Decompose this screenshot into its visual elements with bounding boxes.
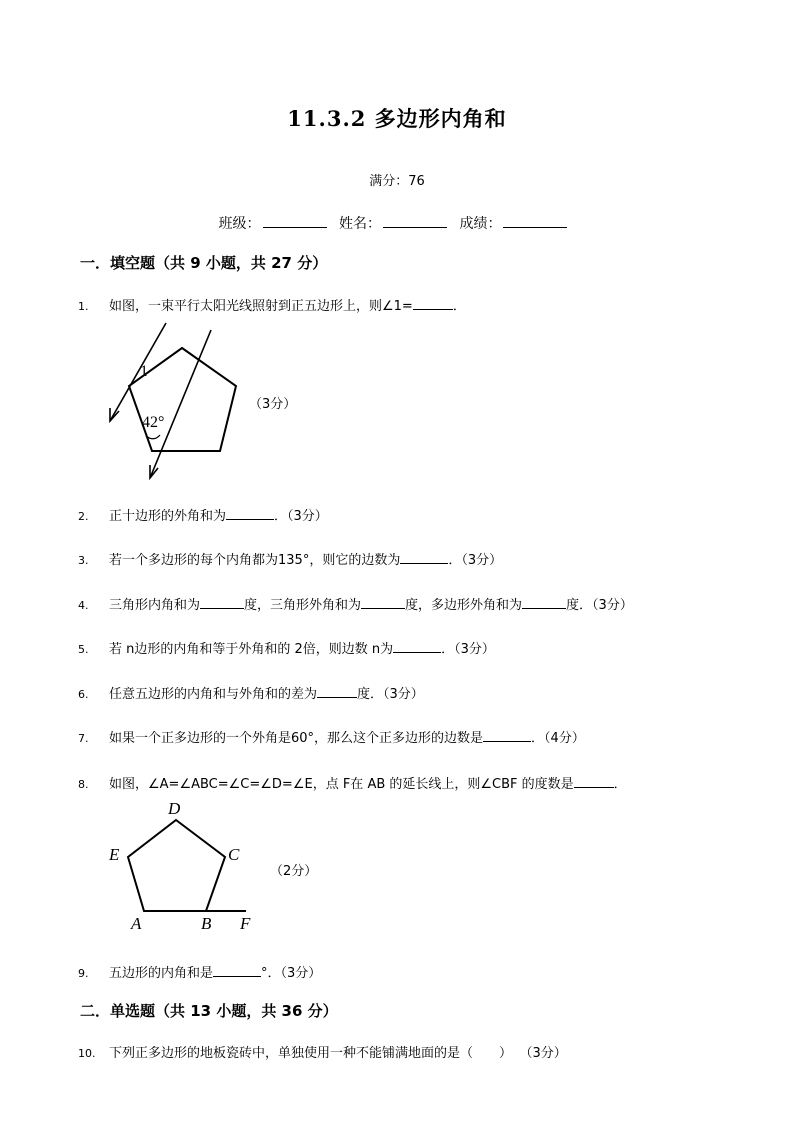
vertex-e-label: E bbox=[109, 845, 120, 864]
question-text-end: ．（3分） bbox=[274, 509, 328, 524]
pentagon-shape bbox=[128, 820, 225, 911]
question-text: 如图，一束平行太阳光线照射到正五边形上，则∠1= bbox=[109, 299, 413, 314]
question-text: 若 n边形的内角和等于外角和的 2倍，则边数 n为 bbox=[109, 642, 394, 657]
question-text: 任意五边形的内角和与外角和的差为 bbox=[109, 687, 318, 702]
question-number: 3. bbox=[78, 554, 89, 567]
full-score: 满分：76 bbox=[369, 174, 425, 189]
question-text: 正十边形的外角和为 bbox=[109, 509, 227, 524]
question-text: 度，多边形外角和为 bbox=[405, 598, 523, 613]
sun-ray-left bbox=[110, 323, 166, 421]
question-2 bbox=[78, 505, 328, 524]
answer-blank[interactable] bbox=[483, 730, 531, 742]
question-number: 9. bbox=[78, 967, 89, 980]
question-text-end: °．（3分） bbox=[261, 966, 322, 981]
vertex-d-label: D bbox=[168, 799, 181, 818]
question-number: 4. bbox=[78, 599, 89, 612]
pentagon-abcdef-figure bbox=[100, 797, 265, 937]
question-text: 若一个多边形的每个内角都为135°，则它的边数为 bbox=[109, 553, 401, 568]
grade-blank[interactable] bbox=[503, 215, 567, 228]
sunlight-pentagon-figure bbox=[100, 318, 245, 490]
question-text: 五边形的内角和是 bbox=[109, 966, 214, 981]
answer-blank-1[interactable] bbox=[200, 597, 244, 609]
question-8-points: （2分） bbox=[270, 864, 318, 879]
sun-ray-right bbox=[150, 330, 211, 478]
question-number: 10. bbox=[78, 1047, 96, 1060]
answer-blank[interactable] bbox=[400, 552, 448, 564]
question-6 bbox=[78, 683, 424, 702]
question-text-end: ．（4分） bbox=[531, 731, 585, 746]
question-text-end: ． bbox=[613, 777, 627, 792]
question-3 bbox=[78, 549, 502, 568]
question-text-end: ．（3分） bbox=[448, 553, 503, 568]
question-8 bbox=[78, 773, 627, 792]
question-text-end: 度．（3分） bbox=[357, 687, 424, 702]
question-text-end: ． bbox=[452, 299, 466, 314]
question-1-points: （3分） bbox=[249, 397, 297, 412]
question-9 bbox=[78, 962, 321, 981]
student-info-line bbox=[0, 213, 794, 233]
answer-blank[interactable] bbox=[317, 686, 357, 698]
question-number: 1. bbox=[78, 300, 89, 313]
class-blank[interactable] bbox=[263, 215, 327, 228]
question-text-end: 度．（3分） bbox=[566, 598, 633, 613]
answer-blank[interactable] bbox=[226, 508, 274, 520]
angle-42-label: 42° bbox=[142, 414, 165, 431]
question-4 bbox=[78, 594, 633, 613]
question-text: 下列正多边形的地板瓷砖中，单独使用一种不能铺满地面的是（ ） bbox=[109, 1046, 513, 1061]
class-label: 班级： bbox=[218, 216, 261, 232]
answer-blank[interactable] bbox=[574, 776, 614, 788]
section-fill-in: 一．填空题（共 9 小题，共 27 分） bbox=[80, 254, 328, 272]
section-single-choice: 二．单选题（共 13 小题，共 36 分） bbox=[80, 1002, 338, 1020]
vertex-a-label: A bbox=[131, 914, 142, 933]
answer-blank[interactable] bbox=[413, 298, 453, 310]
vertex-b-label: B bbox=[201, 914, 212, 933]
name-label: 姓名： bbox=[339, 216, 381, 232]
answer-blank[interactable] bbox=[393, 641, 441, 653]
name-blank[interactable] bbox=[383, 215, 447, 228]
question-text: 如图，∠A=∠ABC=∠C=∠D=∠E，点 F在 AB 的延长线上，则∠CBF 的度数是 bbox=[109, 777, 574, 792]
question-number: 2. bbox=[78, 510, 89, 523]
point-f-label: F bbox=[240, 914, 251, 933]
question-number: 7. bbox=[78, 732, 89, 745]
answer-blank[interactable] bbox=[213, 965, 261, 977]
question-5 bbox=[78, 638, 495, 657]
question-number: 5. bbox=[78, 643, 89, 656]
question-text: 如果一个正多边形的一个外角是60°，那么这个正多边形的边数是 bbox=[109, 731, 484, 746]
question-number: 6. bbox=[78, 688, 89, 701]
question-text: 度，三角形外角和为 bbox=[244, 598, 362, 613]
grade-label: 成绩： bbox=[459, 216, 502, 232]
vertex-c-label: C bbox=[228, 845, 240, 864]
answer-blank-3[interactable] bbox=[522, 597, 566, 609]
question-points: （3分） bbox=[526, 1046, 567, 1061]
question-text: 三角形内角和为 bbox=[109, 598, 201, 613]
question-7 bbox=[78, 727, 585, 746]
question-number: 8. bbox=[78, 778, 89, 791]
question-text-end: ．（3分） bbox=[441, 642, 495, 657]
answer-blank-2[interactable] bbox=[361, 597, 405, 609]
angle-1-label: 1 bbox=[140, 363, 148, 380]
question-10 bbox=[78, 1042, 567, 1061]
page-title: 11.3.2 多边形内角和 bbox=[287, 106, 507, 131]
question-1 bbox=[78, 295, 466, 314]
